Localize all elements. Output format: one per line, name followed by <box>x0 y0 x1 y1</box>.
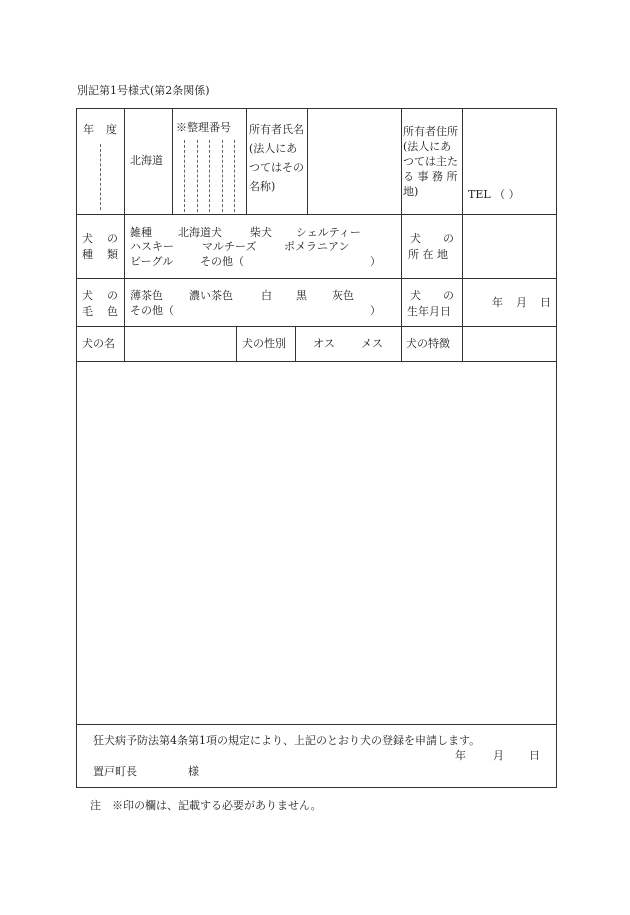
color-label-top: 犬 の <box>82 289 118 302</box>
breed-option-maltese[interactable]: マルチーズ <box>202 240 257 253</box>
color-label-bottom: 毛 色 <box>82 305 118 318</box>
breed-option-sheltie[interactable]: シェルティー <box>296 226 361 239</box>
nendo-input[interactable] <box>100 140 124 214</box>
owner-address-label: 所有者住所 (法人にあ つては主た る 事 務 所 地) <box>403 125 458 198</box>
breed-option-shiba[interactable]: 柴犬 <box>250 226 272 239</box>
breed-option-beagle[interactable]: ビーグル <box>130 255 174 268</box>
features-label: 犬の特徴 <box>406 337 450 350</box>
date-year: 年 <box>455 749 466 762</box>
nendo-label-year: 年 <box>83 123 94 136</box>
features-input[interactable] <box>463 327 556 361</box>
breed-other-close: ） <box>370 255 381 268</box>
birth-year-unit: 年 <box>492 296 503 309</box>
color-option-light-brown[interactable]: 薄茶色 <box>130 289 163 302</box>
col-line <box>401 108 402 214</box>
birth-label-top: 犬 の <box>410 289 454 302</box>
location-label-bottom: 所 在 地 <box>408 248 448 261</box>
color-option-black[interactable]: 黒 <box>296 289 307 302</box>
birthdate-input[interactable] <box>463 279 556 326</box>
table-border-right <box>556 108 557 788</box>
date-day: 日 <box>529 749 540 762</box>
seiri-number-label: ※整理番号 <box>176 121 231 134</box>
form-heading: 別記第1号様式(第2条関係) <box>77 84 210 97</box>
color-option-gray[interactable]: 灰色 <box>332 289 354 302</box>
seiri-number-input[interactable] <box>173 140 246 214</box>
addressee: 置戸町長 <box>93 765 137 778</box>
breed-option-hokkaido-ken[interactable]: 北海道犬 <box>178 226 222 239</box>
owner-address-input[interactable] <box>463 109 556 185</box>
birth-month-unit: 月 <box>516 296 527 309</box>
location-label-top: 犬 の <box>410 232 454 245</box>
dog-name-input[interactable] <box>125 327 236 361</box>
hokkaido-label: 北海道 <box>130 154 163 167</box>
color-option-white[interactable]: 白 <box>261 289 272 302</box>
sex-option-female[interactable]: メス <box>361 337 383 350</box>
color-option-dark-brown[interactable]: 濃い茶色 <box>189 289 233 302</box>
declaration-text: 狂犬病予防法第4条第1項の規定により、上記のとおり犬の登録を申請します。 <box>93 734 481 747</box>
breed-other-input[interactable] <box>246 254 368 270</box>
birth-label-bottom: 生年月日 <box>407 305 451 318</box>
col-line <box>401 214 402 326</box>
sex-label: 犬の性別 <box>242 337 286 350</box>
color-other-open: その他（ <box>130 304 174 317</box>
col-line <box>124 214 125 326</box>
date-month: 月 <box>493 749 504 762</box>
location-input[interactable] <box>463 215 556 278</box>
breed-option-zasshu[interactable]: 雑種 <box>130 226 152 239</box>
col-line <box>124 108 125 214</box>
col-line <box>295 326 296 361</box>
dog-name-label: 犬の名 <box>82 337 115 350</box>
sex-option-male[interactable]: オス <box>313 337 335 350</box>
col-line <box>236 326 237 361</box>
breed-label-top: 犬 の <box>82 232 118 245</box>
birth-day-unit: 日 <box>540 296 551 309</box>
color-other-input[interactable] <box>178 303 368 319</box>
breed-option-pomeranian[interactable]: ポメラニアン <box>284 240 350 253</box>
col-line <box>401 326 402 361</box>
table-border-bottom <box>76 787 557 788</box>
nendo-label-degree: 度 <box>106 123 117 136</box>
color-other-close: ） <box>370 304 381 317</box>
footnote: 注 ※印の欄は、記載する必要がありません。 <box>90 799 322 812</box>
owner-name-label: 所有者氏名 (法人にあ つてはその 名称) <box>249 123 304 193</box>
col-line <box>246 108 247 214</box>
breed-other-open: その他（ <box>200 255 244 268</box>
addressee-suffix: 様 <box>188 765 199 778</box>
row-divider-5 <box>76 724 557 725</box>
tel-field[interactable]: TEL （ ） <box>468 188 520 201</box>
dog-features-area[interactable] <box>77 362 556 724</box>
breed-label-bottom: 種 類 <box>82 248 118 261</box>
breed-option-husky[interactable]: ハスキー <box>130 240 174 253</box>
owner-name-input[interactable] <box>308 109 401 214</box>
